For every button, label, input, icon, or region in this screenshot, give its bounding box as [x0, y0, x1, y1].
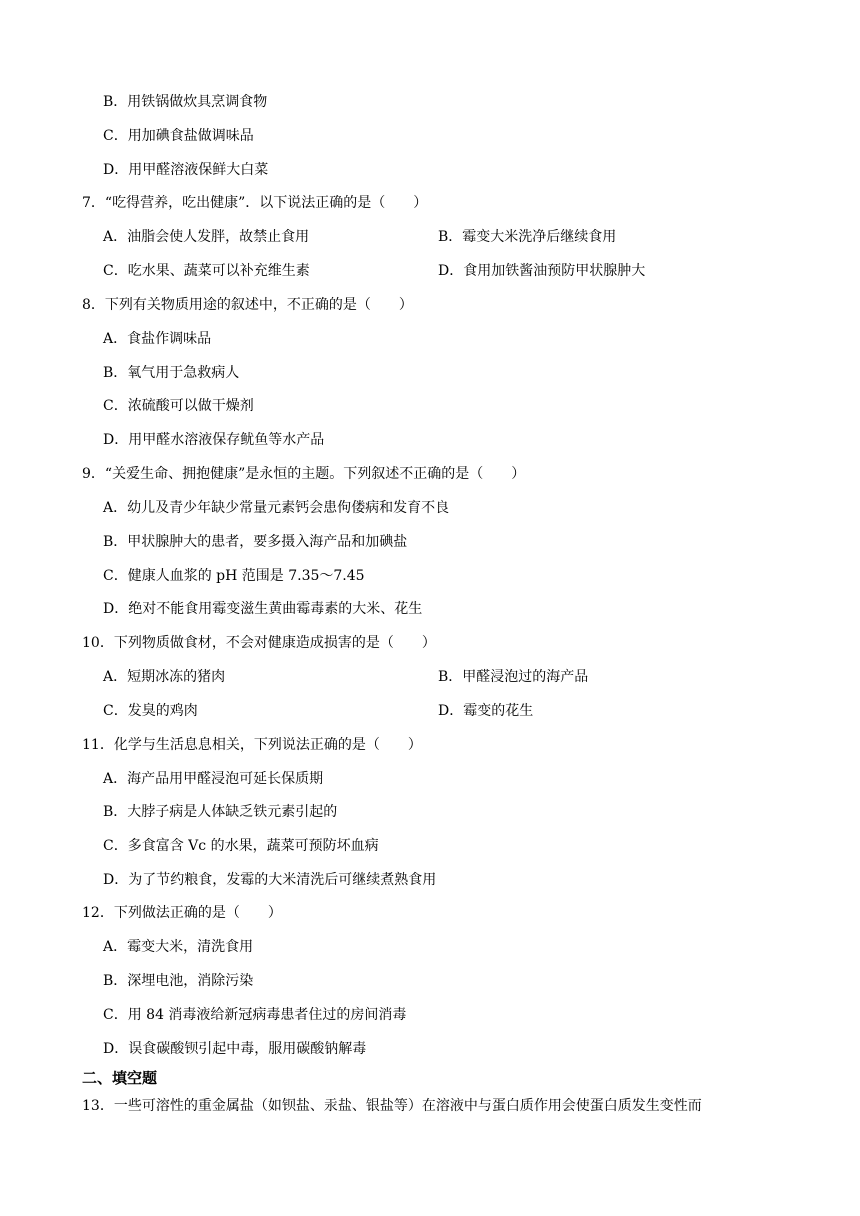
option-d: D．用甲醛溶液保鲜大白菜 — [103, 162, 269, 178]
question-10-stem: 10．下列物质做食材，不会对健康造成损害的是（ ） — [82, 635, 436, 651]
question-11-option-a: A．海产品用甲醛浸泡可延长保质期 — [103, 771, 324, 787]
question-10-option-c: C．发臭的鸡肉 — [103, 703, 198, 719]
question-12-option-a: A．霉变大米，清洗食用 — [103, 939, 254, 955]
question-11-option-c: C．多食富含 Vc 的水果，蔬菜可预防坏血病 — [103, 838, 379, 854]
question-8-option-b: B．氧气用于急救病人 — [103, 365, 240, 381]
question-11-option-d: D．为了节约粮食，发霉的大米清洗后可继续煮熟食用 — [103, 872, 437, 888]
question-9-option-c: C．健康人血浆的 pH 范围是 7.35～7.45 — [103, 568, 365, 584]
question-7-option-d: D．食用加铁酱油预防甲状腺肿大 — [438, 263, 646, 279]
question-12-option-d: D．误食碳酸钡引起中毒，服用碳酸钠解毒 — [103, 1041, 367, 1057]
question-8-option-a: A．食盐作调味品 — [103, 331, 212, 347]
question-11-stem: 11．化学与生活息息相关，下列说法正确的是（ ） — [82, 737, 422, 753]
question-13-stem: 13．一些可溶性的重金属盐（如钡盐、汞盐、银盐等）在溶液中与蛋白质作用会使蛋白质发生变性而 — [82, 1098, 702, 1114]
section-heading: 二、填空题 — [82, 1069, 158, 1087]
question-10-option-a: A．短期冰冻的猪肉 — [103, 669, 226, 685]
question-11-option-b: B．大脖子病是人体缺乏铁元素引起的 — [103, 804, 338, 820]
question-8-option-d: D．用甲醛水溶液保存鱿鱼等水产品 — [103, 432, 325, 448]
question-8-option-c: C．浓硫酸可以做干燥剂 — [103, 398, 254, 414]
question-7-option-a: A．油脂会使人发胖，故禁止食用 — [103, 229, 310, 245]
option-c: C．用加碘食盐做调味品 — [103, 128, 254, 144]
question-9-option-b: B．甲状腺肿大的患者，要多摄入海产品和加碘盐 — [103, 534, 408, 550]
question-7-option-b: B．霉变大米洗净后继续食用 — [438, 229, 617, 245]
question-7-stem: 7．“吃得营养，吃出健康”．以下说法正确的是（ ） — [82, 195, 428, 211]
question-9-stem: 9．“关爱生命、拥抱健康”是永恒的主题。下列叙述不正确的是（ ） — [82, 466, 526, 482]
question-9-option-a: A．幼儿及青少年缺少常量元素钙会患佝偻病和发育不良 — [103, 500, 450, 516]
question-12-option-c: C．用 84 消毒液给新冠病毒患者住过的房间消毒 — [103, 1007, 407, 1023]
question-12-stem: 12．下列做法正确的是（ ） — [82, 905, 282, 921]
question-12-option-b: B．深埋电池，消除污染 — [103, 973, 254, 989]
option-b: B．用铁锅做炊具烹调食物 — [103, 94, 268, 110]
question-10-option-d: D．霉变的花生 — [438, 703, 534, 719]
question-7-option-c: C．吃水果、蔬菜可以补充维生素 — [103, 263, 310, 279]
question-10-option-b: B．甲醛浸泡过的海产品 — [438, 669, 589, 685]
question-8-stem: 8．下列有关物质用途的叙述中，不正确的是（ ） — [82, 297, 413, 313]
question-9-option-d: D．绝对不能食用霉变滋生黄曲霉毒素的大米、花生 — [103, 601, 423, 617]
